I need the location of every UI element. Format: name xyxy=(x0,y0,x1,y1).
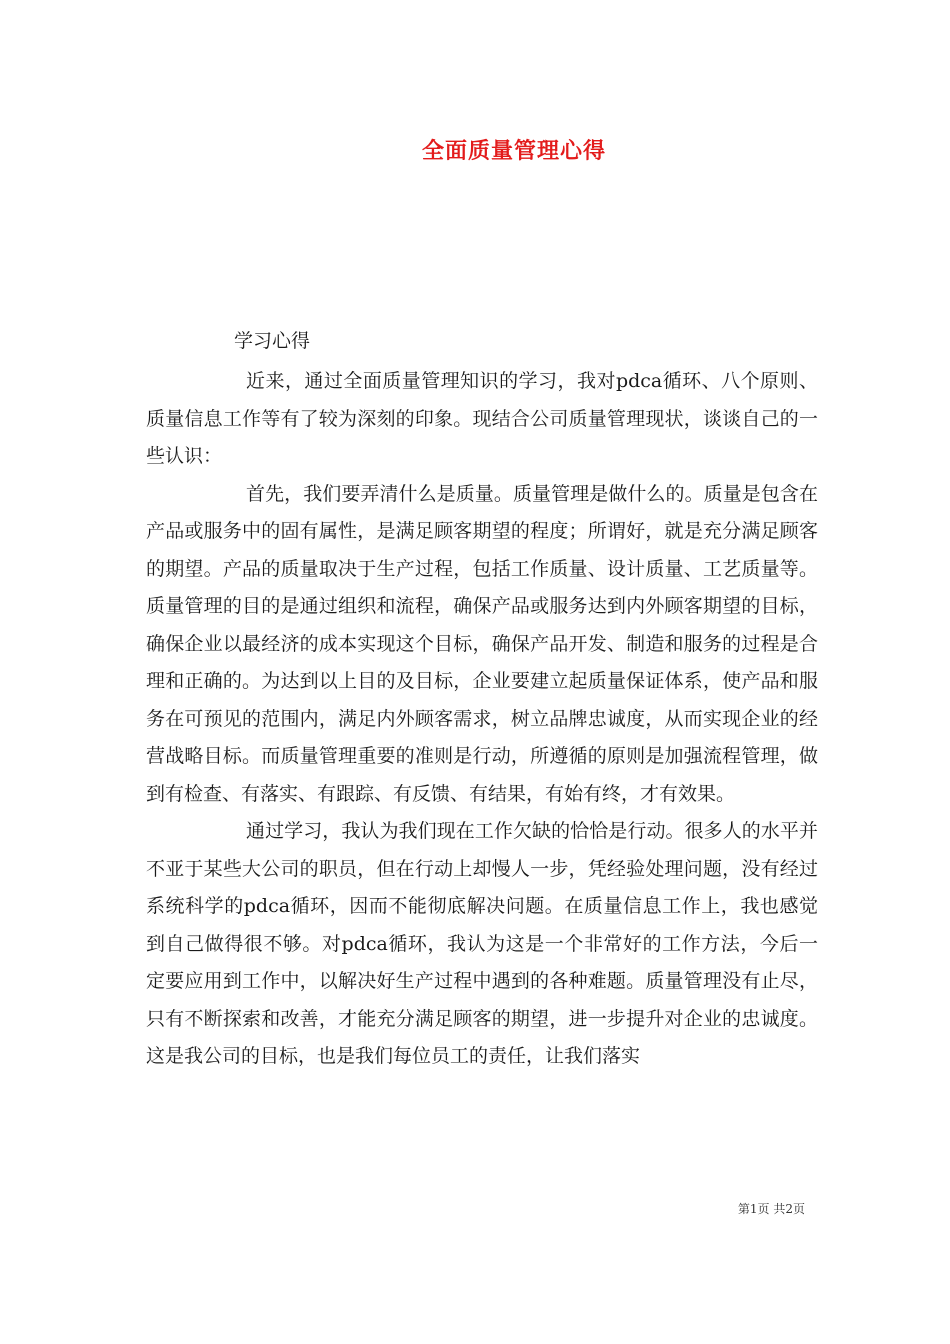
section-label: 学习心得 xyxy=(234,330,311,352)
page-indicator: 第1页 共2页 xyxy=(737,1202,805,1216)
document-title: 全面质量管理心得 xyxy=(421,138,606,164)
paragraph-intro: 近来，通过全面质量管理知识的学习，我对pdca循环、八个原则、质量信息工作等有了较为深刻的印象。现结合公司质量管理现状，谈谈自己的一些认识： xyxy=(146,370,818,467)
paragraph-reflection: 通过学习，我认为我们现在工作欠缺的恰恰是行动。很多人的水平并不亚于某些大公司的职员，但在行动上却慢人一步，凭经验处理问题，没有经过系统科学的pdca循环，因而不能彻底解决问题。在质量信息工作上，我也感觉到自己做得很不够。对pdca循环，我认为这是一个非常好的工作方法，今后一定要应用到工作中，以解决好生产过程中遇到的各种难题。质量管理没有止尽，只有不断探索和改善，才能充分满足顾客的期望，进一步提升对企业的忠诚度。这是我公司的目标，也是我们每位员工的责任，让我们落实 xyxy=(146,820,818,1067)
paragraph-quality-definition: 首先，我们要弄清什么是质量。质量管理是做什么的。质量是包含在产品或服务中的固有属性，是满足顾客期望的程度；所谓好，就是充分满足顾客的期望。产品的质量取决于生产过程，包括工作质量、设计质量、工艺质量等。质量管理的目的是通过组织和流程，确保产品或服务达到内外顾客期望的目标，确保企业以最经济的成本实现这个目标，确保产品开发、制造和服务的过程是合理和正确的。为达到以上目的及目标，企业要建立起质量保证体系，使产品和服务在可预见的范围内，满足内外顾客需求，树立品牌忠诚度，从而实现企业的经营战略目标。而质量管理重要的准则是行动，所遵循的原则是加强流程管理，做到有检查、有落实、有跟踪、有反馈、有结果，有始有终，才有效果。 xyxy=(146,482,818,805)
document-body xyxy=(146,363,818,1076)
